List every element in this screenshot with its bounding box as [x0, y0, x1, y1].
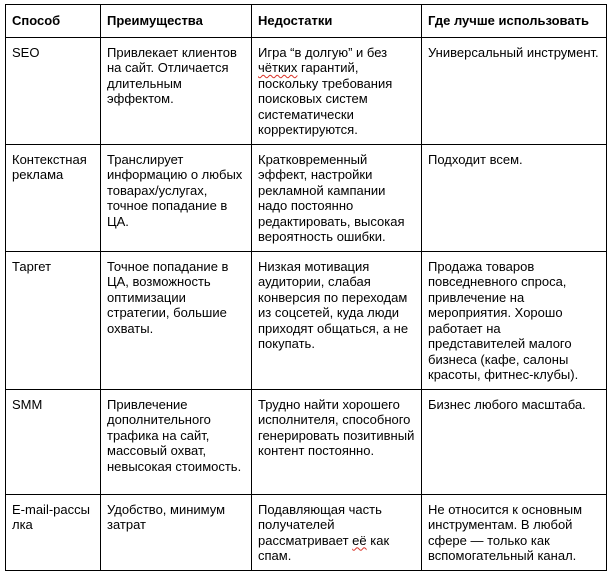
table-row-email [6, 494, 607, 570]
cell-advantages[interactable]: Удобство, минимум затрат [101, 494, 252, 570]
table-row-seo [6, 37, 607, 144]
cell-text: лка [12, 517, 33, 532]
cell-text: как спам. [258, 532, 390, 563]
table-row-target [6, 251, 607, 389]
cell-method[interactable]: SMM [6, 389, 101, 494]
comparison-table-container [5, 4, 607, 571]
header-disadvantages[interactable]: Недостатки [252, 5, 422, 38]
table-row-context-ads [6, 144, 607, 251]
cell-method[interactable] [6, 494, 101, 570]
header-method[interactable]: Способ [6, 5, 101, 38]
cell-best-use[interactable]: Подходит всем. [422, 144, 607, 251]
header-advantages[interactable]: Преимущества [101, 5, 252, 38]
cell-advantages[interactable]: Привлекает клиентов на сайт. Отличается длительным эффектом. [101, 37, 252, 144]
cell-method[interactable]: Контекстная реклама [6, 144, 101, 251]
header-best-use[interactable]: Где лучше использовать [422, 5, 607, 38]
cell-advantages[interactable]: Точное попадание в ЦА, возможность оптимизации стратегии, большие охваты. [101, 251, 252, 389]
cell-disadvantages[interactable] [252, 494, 422, 570]
cell-text: Подавляющая часть получателей рассматривает [258, 501, 382, 548]
cell-best-use[interactable]: Продажа товаров повседневного спроса, привлечение на мероприятия. Хорошо работает на представителей малого бизнеса (кафе, салоны красоты, фитнес-клубы). [422, 251, 607, 389]
cell-method[interactable]: Таргет [6, 251, 101, 389]
marketing-channels-table [5, 4, 607, 571]
cell-text: Игра “в долгую” и без [258, 44, 388, 60]
cell-advantages[interactable]: Привлечение дополнительного трафика на сайт, массовый охват, невысокая стоимость. [101, 389, 252, 494]
cell-text: гарантий, поскольку требования поисковых систем систематически корректируются. [258, 60, 393, 137]
spellcheck-marked-word[interactable]: её [352, 532, 367, 548]
cell-best-use[interactable]: Бизнес любого масштаба. [422, 389, 607, 494]
cell-disadvantages[interactable]: Низкая мотивация аудитории, слабая конверсия по переходам из соцсетей, куда люди приходят общаться, а не покупать. [252, 251, 422, 389]
cell-best-use[interactable]: Универсальный инструмент. [422, 37, 607, 144]
cell-advantages[interactable]: Транслирует информацию о любых товарах/услугах, точное попадание в ЦА. [101, 144, 252, 251]
cell-text: E-mail-рассы [12, 501, 90, 517]
cell-best-use[interactable]: Не относится к основным инструментам. В любой сфере — только как вспомогательный канал. [422, 494, 607, 570]
cell-disadvantages[interactable]: Кратковременный эффект, настройки рекламной кампании надо постоянно редактировать, высокая вероятность ошибки. [252, 144, 422, 251]
table-header-row [6, 5, 607, 38]
spellcheck-marked-word[interactable]: чётких [258, 60, 298, 75]
cell-disadvantages[interactable] [252, 37, 422, 144]
cell-disadvantages[interactable]: Трудно найти хорошего исполнителя, способного генерировать позитивный контент постоянно. [252, 389, 422, 494]
table-row-smm [6, 389, 607, 494]
cell-method[interactable]: SEO [6, 37, 101, 144]
